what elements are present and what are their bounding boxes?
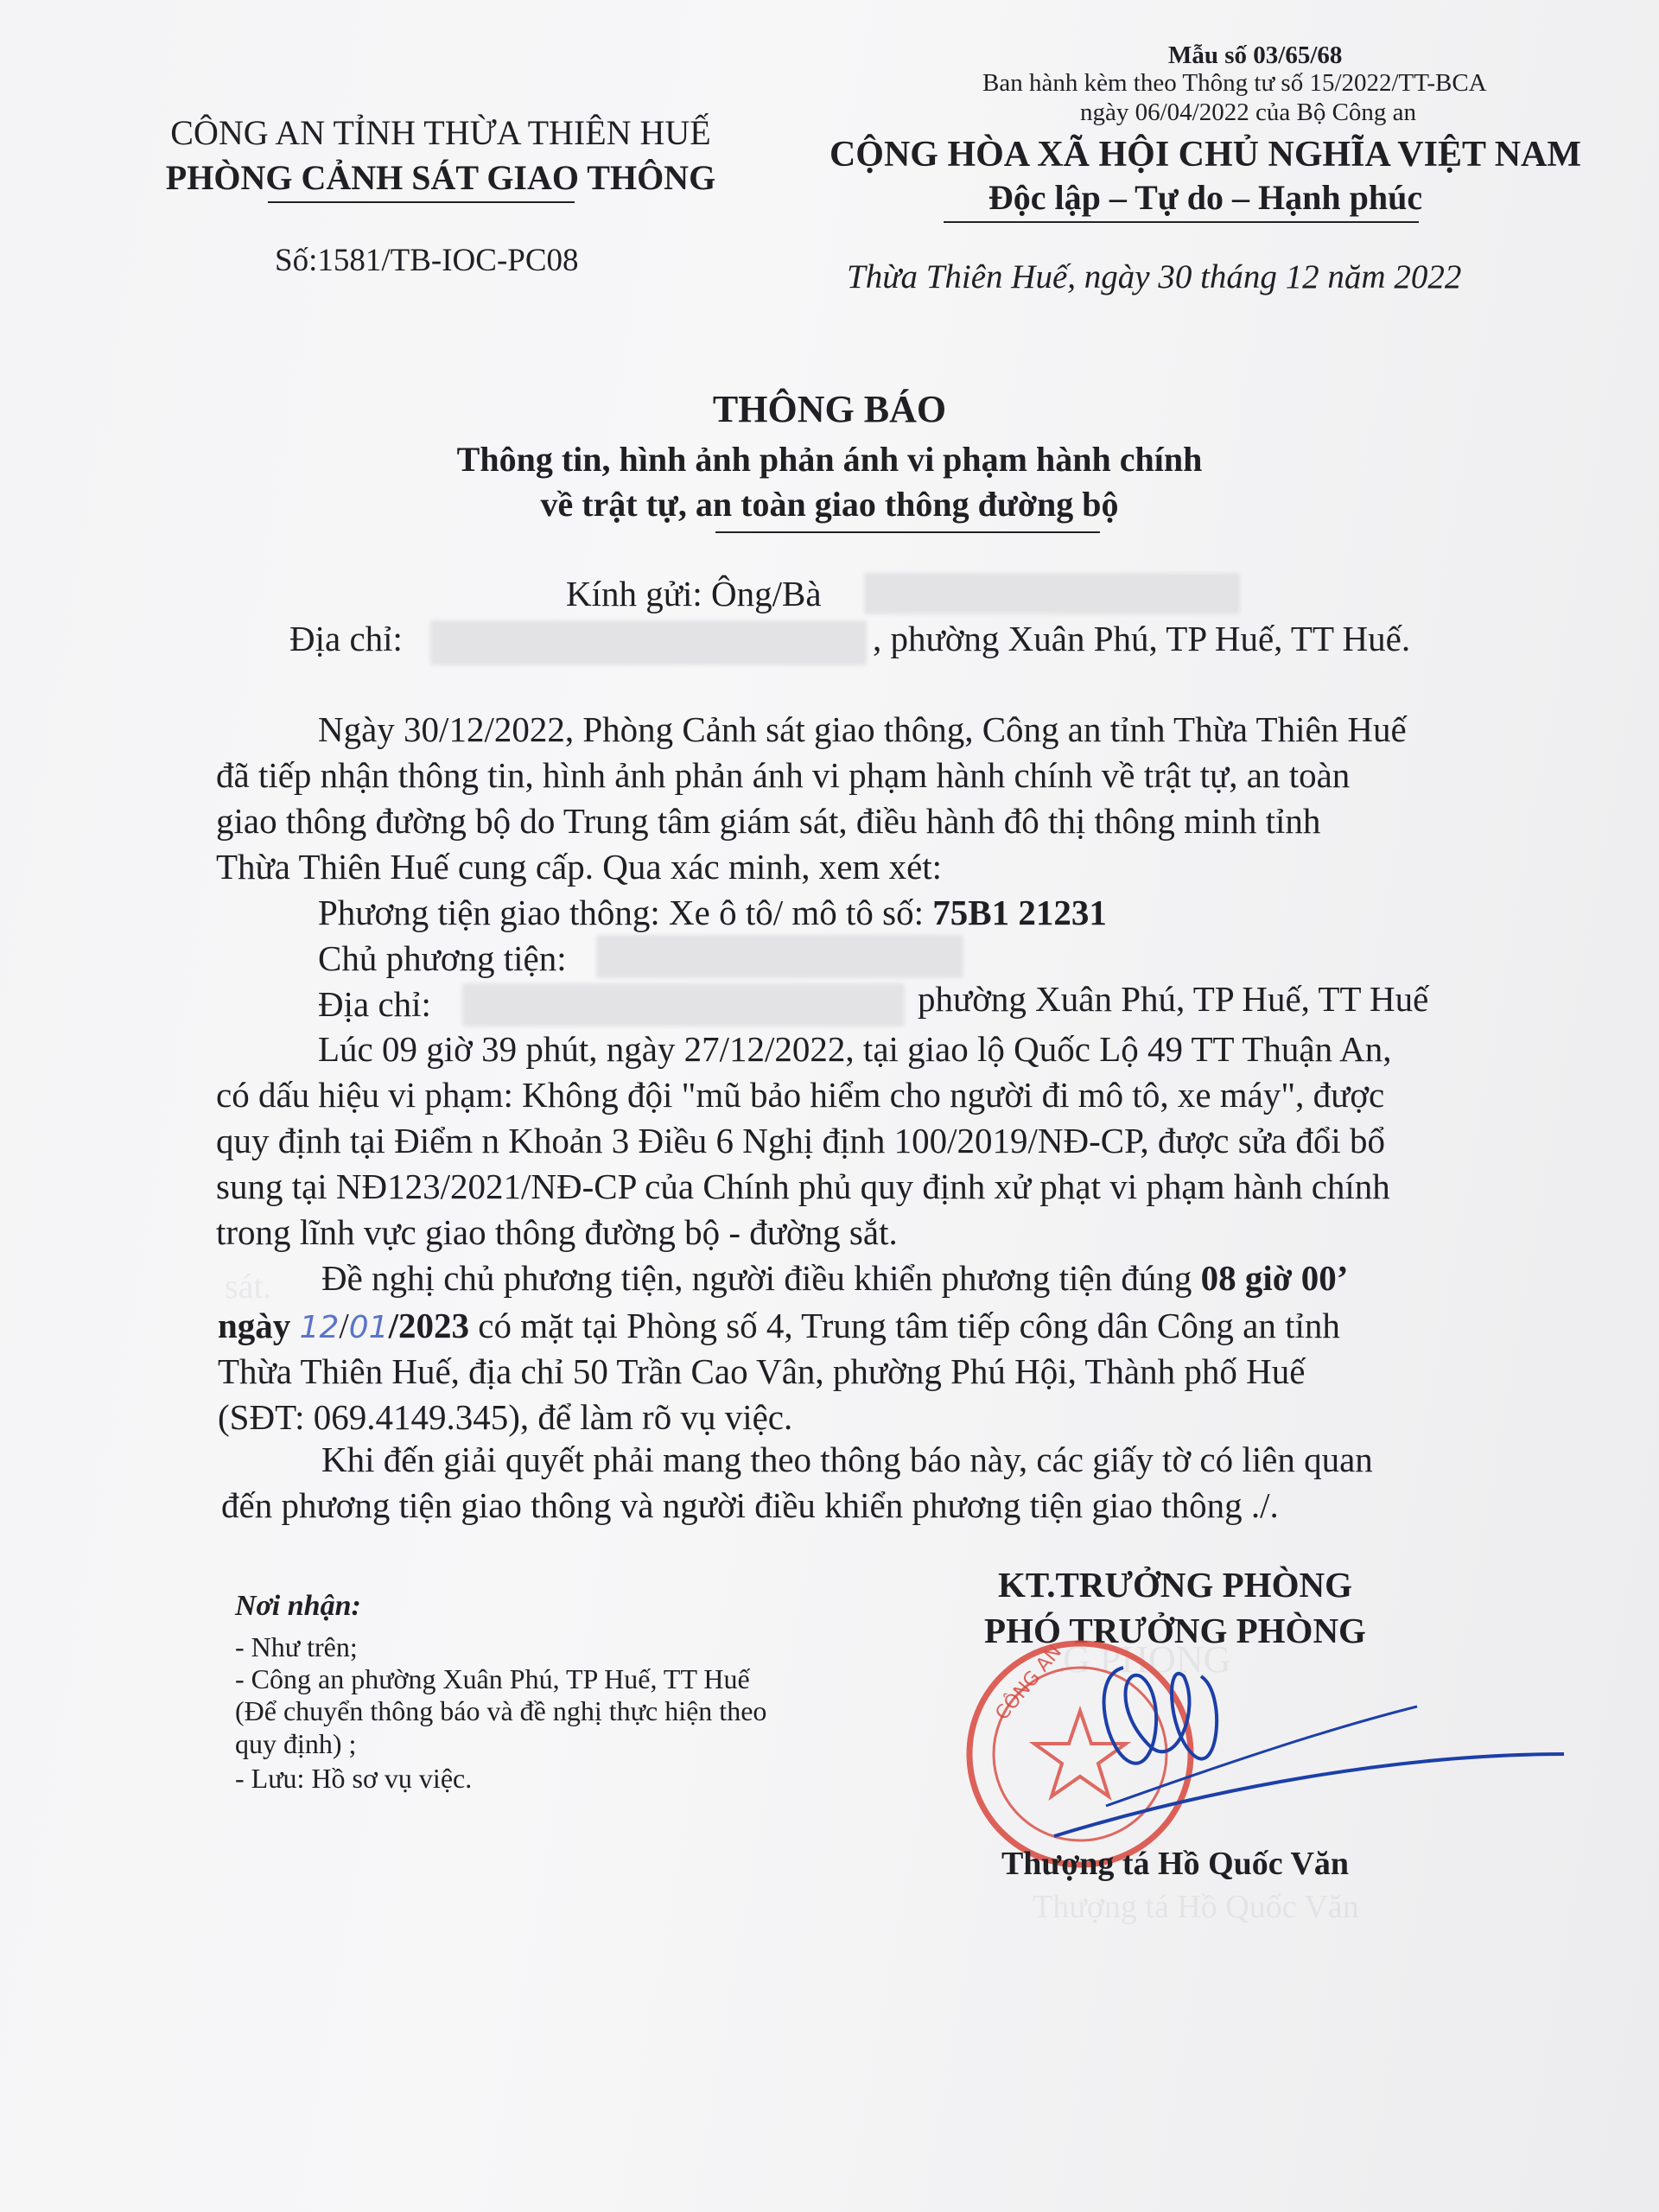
body-line: Lúc 09 giờ 39 phút, ngày 27/12/2022, tại giao lộ Quốc Lộ 49 TT Thuận An, [318,1029,1392,1069]
vehicle-label [318,892,1107,933]
motto-underline [944,221,1419,223]
body-line: trong lĩnh vực giao thông đường bộ - đường sắt. [216,1212,898,1252]
appointment-year: /2023 [388,1306,469,1345]
title-underline [715,531,1100,533]
handwritten-signature [1037,1659,1573,1849]
owner-address-label: Địa chỉ: [318,984,431,1024]
agency-line2: PHÒNG CẢNH SÁT GIAO THÔNG [165,158,716,197]
vehicle-label-text: Phương tiện giao thông: Xe ô tô/ mô tô số: [318,893,925,932]
body-line: đã tiếp nhận thông tin, hình ảnh phản ánh vi phạm hành chính về trật tự, an toàn [216,755,1351,795]
recipient-label: Kính gửi: Ông/Bà [566,574,822,613]
notice-title: THÔNG BÁO [712,388,947,430]
redacted-recipient-name [864,573,1240,614]
recipient-address-label: Địa chỉ: [289,619,403,658]
form-code: Mẫu số 03/65/68 [1168,41,1343,69]
body-line: (SĐT: 069.4149.345), để làm rõ vụ việc. [218,1397,793,1437]
signer-name: Thượng tá Hồ Quốc Văn [1001,1846,1350,1882]
body-line: quy định tại Điểm n Khoản 3 Điều 6 Nghị định 100/2019/NĐ-CP, được sửa đổi bổ [216,1121,1385,1160]
body-line: giao thông đường bộ do Trung tâm giám sát, điều hành đô thị thông minh tỉnh [216,801,1321,841]
recipients-item: - Như trên; [235,1631,358,1662]
recipients-item: - Lưu: Hồ sơ vụ việc. [235,1763,473,1794]
bleed-through-text: G PHÒNG [1063,1638,1231,1681]
stamp-text: CÔNG AN [991,1641,1066,1725]
recipients-item: quy định) ; [235,1728,357,1759]
form-issued-line1: Ban hành kèm theo Thông tư số 15/2022/TT-BCA [982,69,1487,97]
bleed-through-text: sát. [225,1267,272,1306]
bleed-through-text: Thượng tá Hồ Quốc Văn [1033,1889,1359,1925]
recipient-address-tail: , phường Xuân Phú, TP Huế, TT Huế. [873,619,1411,658]
appointment-request: Đề nghị chủ phương tiện, người điều khiển phương tiện đúng [321,1258,1192,1298]
document-number: Số:1581/TB-IOC-PC08 [275,243,579,278]
national-title: CỘNG HÒA XÃ HỘI CHỦ NGHĨA VIỆT NAM [829,135,1582,175]
body-line: Thừa Thiên Huế cung cấp. Qua xác minh, xem xét: [216,847,943,887]
body-line: Khi đến giải quyết phải mang theo thông báo này, các giấy tờ có liên quan [321,1440,1373,1479]
vehicle-plate: 75B1 21231 [932,893,1107,932]
agency-line1: CÔNG AN TỈNH THỪA THIÊN HUẾ [170,113,711,152]
body-line: đến phương tiện giao thông và người điều khiển phương tiện giao thông ./. [221,1485,1279,1525]
appointment-time: 08 giờ 00’ [1200,1258,1349,1298]
signature-title-1: KT.TRƯỞNG PHÒNG [998,1565,1352,1605]
national-motto: Độc lập – Tự do – Hạnh phúc [988,178,1423,217]
appointment-date-line: ngày 12/01/2023 có mặt tại Phòng số 4, Trung tâm tiếp công dân Công an tỉnh [218,1306,1340,1345]
redacted-owner-name [596,935,963,978]
notice-subtitle-1: Thông tin, hình ảnh phản ánh vi phạm hành chính [456,440,1203,479]
body-line [321,1257,1348,1299]
handwritten-month: 01 [348,1310,389,1345]
appointment-ngay: ngày [218,1306,291,1345]
body-line: sung tại NĐ123/2021/NĐ-CP của Chính phủ quy định xử phạt vi phạm hành chính [216,1166,1390,1206]
redacted-owner-address [462,983,905,1027]
notice-subtitle-2: về trật tự, an toàn giao thông đường bộ [540,485,1119,524]
redacted-recipient-address [430,620,867,665]
recipients-title: Nơi nhận: [235,1590,361,1622]
owner-label: Chủ phương tiện: [318,938,567,978]
body-line: Ngày 30/12/2022, Phòng Cảnh sát giao thông, Công an tỉnh Thừa Thiên Huế [318,709,1407,749]
recipients-item: - Công an phường Xuân Phú, TP Huế, TT Huế [235,1663,750,1694]
agency-underline [268,201,575,203]
body-line: có dấu hiệu vi phạm: Không đội "mũ bảo hiểm cho người đi mô tô, xe máy", được [216,1075,1385,1115]
form-issued-line2: ngày 06/04/2022 của Bộ Công an [1080,99,1417,126]
recipients-item: (Để chuyển thông báo và đề nghị thực hiện theo [235,1695,767,1726]
place-date: Thừa Thiên Huế, ngày 30 tháng 12 năm 2022 [847,258,1462,296]
body-line: Thừa Thiên Huế, địa chỉ 50 Trần Cao Vân, phường Phú Hội, Thành phố Huế [218,1351,1306,1391]
appointment-place: có mặt tại Phòng số 4, Trung tâm tiếp công dân Công an tỉnh [478,1306,1340,1345]
owner-address-tail: phường Xuân Phú, TP Huế, TT Huế [918,979,1429,1019]
handwritten-day: 12 [299,1310,340,1345]
signature-title-2: PHÓ TRƯỞNG PHÒNG [984,1611,1366,1650]
